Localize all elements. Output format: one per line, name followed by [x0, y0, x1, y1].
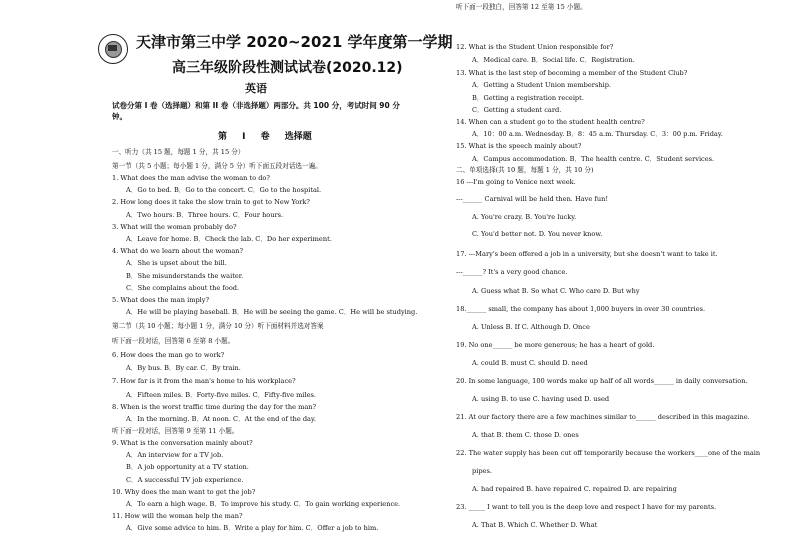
question-line: A．In the morning. B．At noon. C．At the end of the day.	[126, 415, 316, 423]
question-line: A．To earn a high wage. B．To improve his study. C．To gain working experience.	[126, 500, 401, 508]
question-line: 2. How long does it take the slow train to get to New York?	[112, 198, 310, 206]
question-line: ---______ Carnival will be held then. Have fun!	[456, 195, 608, 203]
question-line: 9. What is the conversation mainly about?	[112, 439, 253, 447]
instructions-line1: 试卷分第 I 卷（选择题）和第 II 卷（非选择题）两部分。共 100 分，考试时间 90 分	[112, 101, 400, 110]
part-title: 第 I 卷 选择题	[218, 132, 312, 142]
question-line: 21. At our factory there are a few machines similar to______ described in this magazine.	[456, 413, 750, 421]
question-line: 1. What does the man advise the woman to do?	[112, 174, 270, 182]
question-line: A. had repaired B. have repaired C. repaired D. are repairing	[472, 485, 677, 493]
question-line: A．Give some advice to him. B．Write a play for him. C．Offer a job to him.	[126, 524, 379, 532]
subject-title: 英语	[245, 82, 267, 95]
question-line: A．Medical care. B．Social life. C．Registration.	[472, 56, 635, 64]
exam-title-line1: 天津市第三中学 2020~2021 学年度第一学期	[136, 33, 453, 51]
question-line: 23. _____ I want to tell you is the deep love and respect I have for my parents.	[456, 503, 717, 511]
question-line: A. Unless B. If C. Although D. Once	[472, 323, 590, 331]
question-line: 8. When is the worst traffic time during the day for the man?	[112, 403, 317, 411]
question-line: C．A successful TV job experience.	[126, 476, 244, 484]
question-line: A. Guess what B. So what C. Who care D. But why	[472, 287, 640, 295]
question-line: 第一节（共 5 小题；每小题 1 分，满分 5 分）听下面五段对话选一遍。	[112, 162, 322, 170]
question-line: A. using B. to use C. having used D. used	[472, 395, 610, 403]
question-line: 19. No one______ be more generous; he has a heart of gold.	[456, 341, 655, 349]
question-line: A. that B. them C. those D. ones	[472, 431, 579, 439]
question-line: A．Two hours. B．Three hours. C．Four hours.	[126, 211, 284, 219]
question-line: A．An interview for a TV job.	[126, 451, 224, 459]
question-line: 3. What will the woman probably do?	[112, 223, 237, 231]
question-line: A．By bus. B．By car. C．By train.	[126, 364, 241, 372]
question-line: B．She misunderstands the waiter.	[126, 272, 244, 280]
question-line: 10. Why does the man want to get the job?	[112, 488, 256, 496]
question-line: 听下面一段对话，回答第 9 至第 11 小题。	[112, 427, 239, 435]
question-line: 第二节（共 10 小题；每小题 1 分，满分 10 分）听下面材料并选对答案	[112, 322, 324, 330]
question-line: A. That B. Which C. Whether D. What	[472, 521, 598, 529]
right-column	[410, 0, 794, 560]
question-line: 15. What is the speech mainly about?	[456, 142, 582, 150]
question-line: 12. What is the Student Union responsible for?	[456, 43, 614, 51]
question-line: A．10：00 a.m. Wednesday. B．8：45 a.m. Thursday. C．3：00 p.m. Friday.	[472, 130, 723, 138]
question-line: C．Getting a student card.	[472, 106, 562, 114]
question-line: 二、单项选择(共 10 题，每题 1 分，共 10 分)	[456, 166, 594, 174]
question-line: A．Fifteen miles. B．Forty-five miles. C．Fifty-five miles.	[126, 391, 317, 399]
question-line: C．She complains about the food.	[126, 284, 240, 292]
question-line: 一、听力（共 15 题，每题 1 分，共 15 分）	[112, 148, 245, 156]
question-line: A. You're crazy. B. You're lucky.	[472, 213, 577, 221]
question-line: C. You'd better not. D. You never know.	[472, 230, 603, 238]
question-line: pipes.	[472, 467, 492, 475]
question-line: 5. What does the man imply?	[112, 296, 210, 304]
question-line: A．Leave for home. B．Check the lab. C．Do her experiment.	[126, 235, 332, 243]
question-line: B．A job opportunity at a TV station.	[126, 463, 249, 471]
question-line: A．Getting a Student Union membership.	[472, 81, 612, 89]
question-line: B．Getting a registration receipt.	[472, 94, 584, 102]
question-line: 14. When can a student go to the student health centre?	[456, 118, 645, 126]
exam-title-line2: 高三年级阶段性测试试卷(2020.12)	[172, 60, 403, 76]
question-line: 听下面一段独白，回答第 12 至第 15 小题。	[456, 3, 587, 11]
question-line: 11. How will the woman help the man?	[112, 512, 243, 520]
question-line: 4. What do we learn about the woman?	[112, 247, 244, 255]
question-line: 17. ---Mary's been offered a job in a university, but she doesn't want to take it.	[456, 250, 718, 258]
question-line: A．Go to bed. B．Go to the concert. C．Go to the hospital.	[126, 186, 322, 194]
school-logo-icon	[98, 34, 128, 64]
question-line: ---______? It's a very good chance.	[456, 268, 568, 276]
question-line: 22. The water supply has been cut off temporarily because the workers____one of the main	[456, 449, 761, 457]
question-line: A. could B. must C. should D. need	[472, 359, 588, 367]
question-line: 16 ---I'm going to Venice next week.	[456, 178, 576, 186]
question-line: 6. How does the man go to work?	[112, 351, 225, 359]
question-line: 20. In some language, 100 words make up half of all words______ in daily conversation.	[456, 377, 748, 385]
question-line: 7. How far is it from the man's home to his workplace?	[112, 377, 296, 385]
question-line: 18.______ small, the company has about 1,000 buyers in over 30 countries.	[456, 305, 706, 313]
instructions-line2: 钟。	[112, 112, 127, 121]
question-line: A．She is upset about the bill.	[126, 259, 227, 267]
question-line: 听下面一段对话，回答第 6 至第 8 小题。	[112, 337, 235, 345]
question-line: A．Campus accommodation. B．The health centre. C．Student services.	[472, 155, 715, 163]
question-line: 13. What is the last step of becoming a member of the Student Club?	[456, 69, 688, 77]
question-line: A．He will be playing baseball. B．He will be seeing the game. C．He will be studying.	[126, 308, 418, 316]
